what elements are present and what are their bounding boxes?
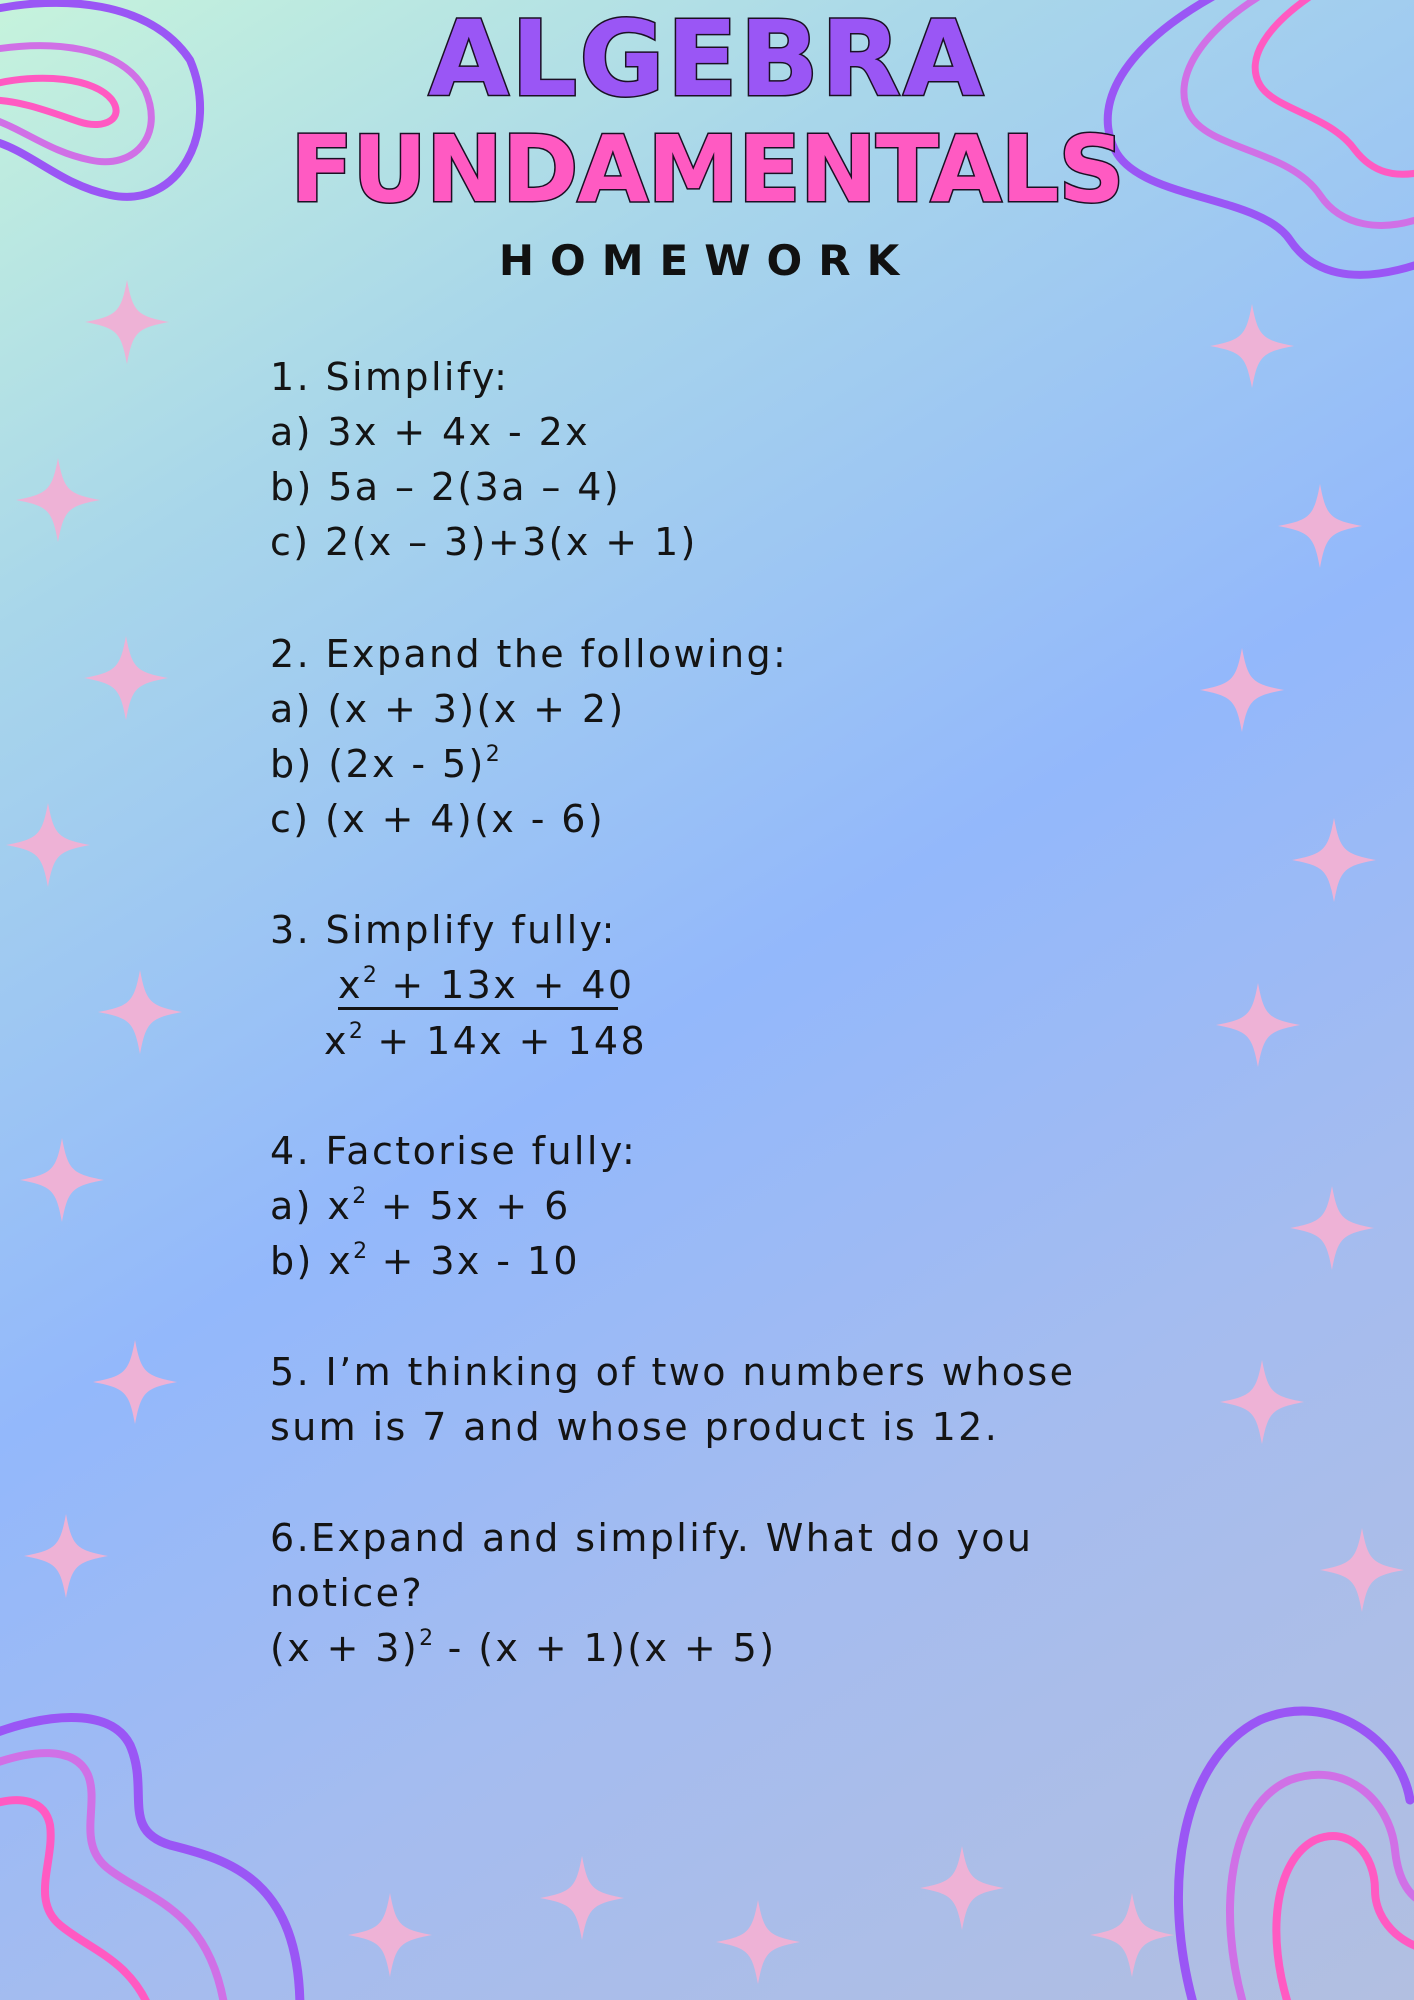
question-6-expression: $(x + 3)^2 - (x + 1)(x + 5)$	[270, 1626, 777, 1670]
exponent: 2	[362, 963, 377, 988]
question-2-part-a: a) (x + 3)(x + 2)	[270, 687, 626, 731]
question-2-part-c: c) (x + 4)(x - 6)	[270, 797, 606, 841]
title-algebra: ALGEBRA	[428, 0, 986, 120]
fraction-bar	[338, 1007, 618, 1010]
question-5-line-1: 5. I’m thinking of two numbers whose	[270, 1350, 1076, 1394]
fraction-numerator: $x^2 + 13x + 40$	[338, 963, 635, 1007]
question-2-heading: 2. Expand the following:	[270, 632, 789, 676]
question-4	[270, 1124, 637, 1289]
question-4-heading: 4. Factorise fully:	[270, 1129, 638, 1173]
sparkles	[6, 280, 1404, 1984]
question-4-part-a: a) $x^2 + 5x + 6$	[270, 1184, 571, 1228]
title-fundamentals: FUNDAMENTALS	[290, 116, 1124, 223]
question-1-part-c: c) 2(x – 3)+3(x + 1)	[270, 520, 698, 564]
question-4-part-b: b) $x^2 + 3x - 10$	[270, 1239, 581, 1283]
exponent: 2	[485, 742, 500, 767]
question-1-part-b: b) 5a – 2(3a – 4)	[270, 465, 622, 509]
question-1	[270, 350, 698, 570]
squiggle-bottom-right	[1178, 1711, 1414, 2000]
question-5	[270, 1345, 1075, 1455]
question-1-heading: 1. Simplify:	[270, 355, 510, 399]
exponent: 2	[419, 1626, 434, 1651]
squiggle-bottom-left	[0, 1718, 300, 2000]
exponent: 2	[348, 1019, 363, 1044]
question-6-line-1: 6.Expand and simplify. What do you	[270, 1516, 1034, 1560]
question-3-heading: 3. Simplify fully:	[270, 908, 617, 952]
exponent: 2	[352, 1184, 367, 1209]
exponent: 2	[353, 1239, 368, 1264]
question-6	[270, 1511, 1033, 1676]
fraction-denominator: $x^2 + 14x + 148$	[324, 1019, 648, 1063]
subtitle-homework: HOMEWORK	[498, 236, 916, 285]
question-6-line-2: notice?	[270, 1571, 425, 1615]
question-2	[270, 627, 788, 847]
question-5-line-2: sum is 7 and whose product is 12.	[270, 1405, 1000, 1449]
question-2-part-b: b) (2x - 5)$^2$	[270, 742, 500, 786]
question-1-part-a: a) 3x + 4x - 2x	[270, 410, 591, 454]
